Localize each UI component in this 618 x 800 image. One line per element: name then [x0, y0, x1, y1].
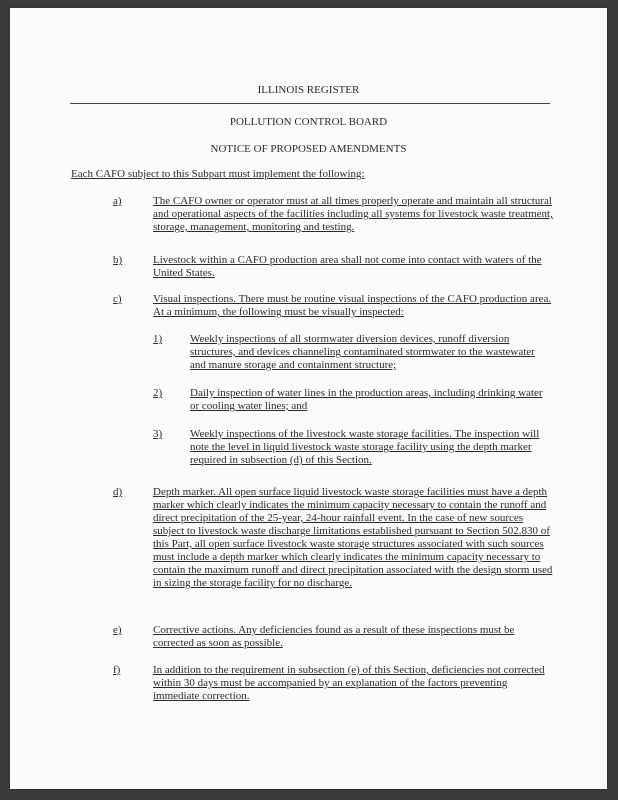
- item-text: The CAFO owner or operator must at all times properly operate and maintain all structural and operational aspects of the facilities including all systems for livestock waste treatment, storage, management, monitoring and testing.: [153, 195, 553, 233]
- subitem-label: 2): [153, 387, 163, 399]
- item-text: Corrective actions. Any deficiencies found as a result of these inspections must be corrected as soon as possible.: [153, 624, 515, 649]
- item-label: f): [113, 664, 121, 676]
- item-label: e): [113, 624, 122, 636]
- item-text: Livestock within a CAFO production area shall not come into contact with waters of the United States.: [153, 254, 542, 279]
- item-label: c): [113, 293, 122, 305]
- document-page: [10, 8, 607, 789]
- notice-title: NOTICE OF PROPOSED AMENDMENTS: [210, 143, 407, 155]
- subitem-label: 1): [153, 333, 163, 345]
- board-title: POLLUTION CONTROL BOARD: [229, 116, 388, 128]
- item-text: Depth marker. All open surface liquid livestock waste storage facilities must have a depth marker which clearly indicates the minimum capacity necessary to contain the runoff and direct precipitation of the 25-year, 24-hour rainfall event. In the case of new sources subject to livestock waste discharge limitations established pursuant to Section 502.830 of this Part, all open surface livestock waste storage structures associated with such sources must include a depth marker which clearly indicates the minimum capacity necessary to contain the maximum runoff and direct precipitation associated with the design storm used in sizing the storage facility for no discharge.: [153, 486, 553, 589]
- item-text: In addition to the requirement in subsection (e) of this Section, deficiencies not corrected within 30 days must be accompanied by an explanation of the factors preventing immediate correction.: [153, 664, 545, 702]
- intro-paragraph: Each CAFO subject to this Subpart must implement the following:: [71, 168, 365, 180]
- subitem-text: Weekly inspections of all stormwater diversion devices, runoff diversion structures, and devices channeling contaminated stormwater to the wastewater and manure storage and containment structure;: [190, 333, 535, 371]
- subitem-label: 3): [153, 428, 163, 440]
- header-rule: [70, 103, 550, 104]
- item-label: d): [113, 486, 123, 498]
- item-text: Visual inspections. There must be routine visual inspections of the CAFO production area. At a minimum, the following must be visually inspected:: [153, 293, 552, 318]
- register-title: ILLINOIS REGISTER: [257, 84, 360, 96]
- subitem-text: Weekly inspections of the livestock waste storage facilities. The inspection will note the level in liquid livestock waste storage facility using the depth marker required in subsection (d) of this Section.: [190, 428, 540, 466]
- item-label: a): [113, 195, 122, 207]
- subitem-text: Daily inspection of water lines in the production areas, including drinking water or cooling water lines; and: [190, 387, 543, 412]
- item-label: b): [113, 254, 123, 266]
